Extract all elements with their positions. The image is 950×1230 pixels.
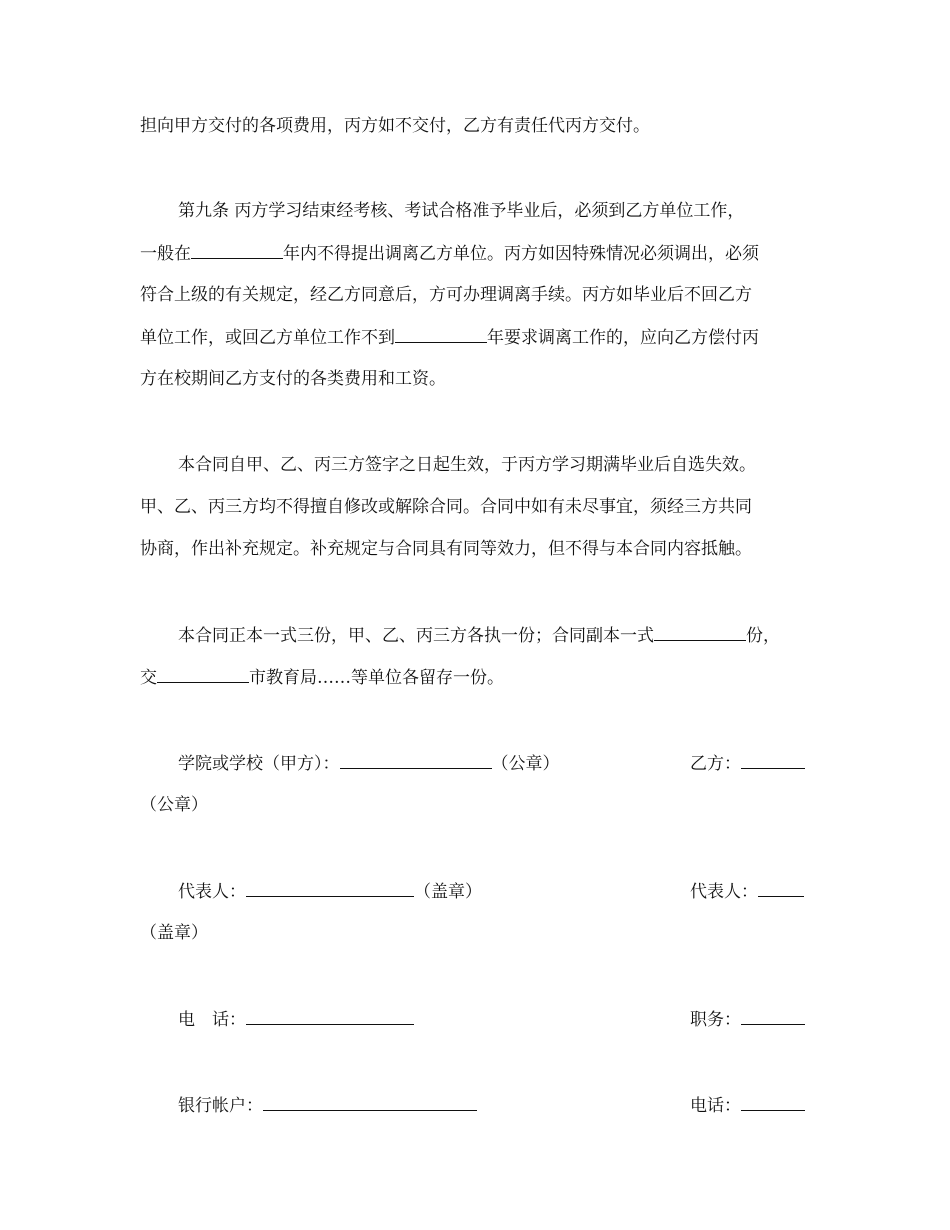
article-9-line-5: 方在校期间乙方支付的各类费用和工资。 <box>140 369 446 389</box>
representative-label: 代表人： <box>178 882 246 902</box>
copies-line-2: 交 市教育局……等单位各留存一份。 <box>140 668 504 688</box>
phone-b-label: 电话： <box>690 1096 741 1116</box>
signature-row-stamp <box>0 922 950 944</box>
signature-row-seal <box>0 794 950 816</box>
article-9-line-1: 第九条 丙方学习结束经考核、考试合格准予毕业后，必须到乙方单位工作， <box>178 201 745 221</box>
phone-b-blank <box>741 1094 805 1111</box>
stamp-label: （盖章） <box>414 882 482 902</box>
fill-blank <box>395 326 487 343</box>
seal-label: （公章） <box>491 754 560 774</box>
party-b-label: 乙方： <box>690 754 741 774</box>
effect-line-1: 本合同自甲、乙、丙三方签字之日起生效，于丙方学习期满毕业后自选失效。 <box>178 455 756 475</box>
signature-row-phone <box>0 1008 950 1030</box>
article-9-line-3: 符合上级的有关规定，经乙方同意后，方可办理调离手续。丙方如毕业后不回乙方 <box>140 285 752 305</box>
bank-account-blank <box>263 1094 477 1111</box>
representative-blank <box>246 880 414 897</box>
copies-line-1: 本合同正本一式三份，甲、乙、丙三方各执一份；合同副本一式 份， <box>178 626 780 646</box>
seal-label: （公章） <box>140 795 208 815</box>
stamp-label: （盖章） <box>140 923 208 943</box>
fill-blank <box>191 242 283 259</box>
title-b-label: 职务： <box>690 1010 741 1030</box>
effect-line-2: 甲、乙、丙三方均不得擅自修改或解除合同。合同中如有未尽事宜，须经三方共同 <box>140 497 752 517</box>
article-9-line-4: 单位工作，或回乙方单位工作不到 年要求调离工作的，应向乙方偿付丙 <box>140 328 759 348</box>
paragraph-continuation <box>140 115 650 137</box>
phone-label: 电 话： <box>178 1010 246 1030</box>
fill-blank <box>157 666 249 683</box>
text-line: 担向甲方交付的各项费用，丙方如不交付，乙方有责任代丙方交付。 <box>140 116 650 136</box>
school-signature-blank <box>340 752 492 769</box>
signature-row-school <box>0 752 950 774</box>
fill-blank <box>654 624 746 641</box>
signature-row-rep <box>0 880 950 902</box>
phone-blank <box>246 1008 414 1025</box>
representative-b-blank <box>758 880 804 897</box>
party-b-blank <box>741 752 805 769</box>
effect-line-3: 协商，作出补充规定。补充规定与合同具有同等效力，但不得与本合同内容抵触。 <box>140 539 752 559</box>
representative-b-label: 代表人： <box>690 882 758 902</box>
title-b-blank <box>741 1008 805 1025</box>
school-label: 学院或学校（甲方）： <box>178 754 340 774</box>
article-9-line-2: 一般在 年内不得提出调离乙方单位。丙方如因特殊情况必须调出，必须 <box>140 244 759 264</box>
signature-row-bank <box>0 1094 950 1116</box>
bank-account-label: 银行帐户： <box>178 1096 263 1116</box>
